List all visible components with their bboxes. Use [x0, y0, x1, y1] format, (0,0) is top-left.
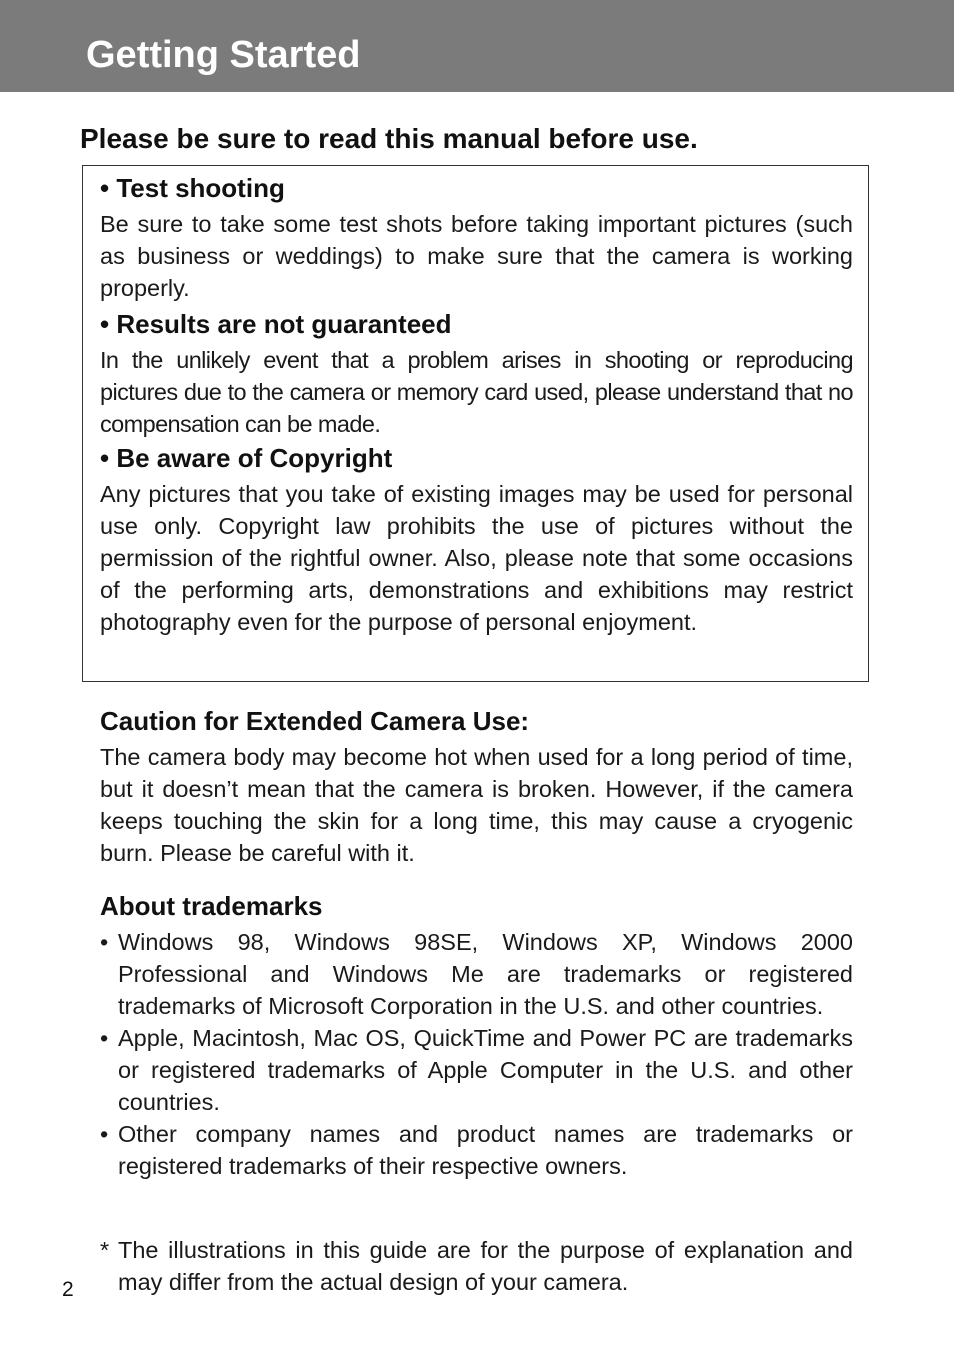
caution-section: [100, 705, 853, 869]
intro-heading: Please be sure to read this manual before use.: [80, 123, 698, 154]
trademarks-list: [100, 926, 853, 1182]
footnote-mark: *: [100, 1237, 110, 1263]
notice-item-heading: • Be aware of Copyright: [100, 443, 393, 473]
caution-heading: Caution for Extended Camera Use:: [100, 706, 530, 736]
notice-item-heading: • Test shooting: [100, 173, 285, 203]
bullet-mark: •: [100, 1121, 109, 1147]
trademarks-section: [100, 890, 853, 1182]
list-item: [100, 926, 853, 1022]
notice-item-test-shooting: [100, 172, 853, 304]
header-band: [0, 0, 954, 92]
trademarks-heading: About trademarks: [100, 891, 323, 921]
notice-item-text: In the unlikely event that a problem arises in shooting or reproducing pictures due to the camera or memory card used, please understand that no compensation can be made.: [100, 347, 853, 437]
footnote-text: The illustrations in this guide are for the purpose of explanation and may differ from the actual design of your camera.: [118, 1237, 853, 1295]
trademark-text: Windows 98, Windows 98SE, Windows XP, Windows 2000 Professional and Windows Me are trademarks or registered trademarks of Microsoft Corporation in the U.S. and other countries.: [118, 929, 853, 1019]
notice-item-results: [100, 308, 853, 440]
list-item: [100, 1118, 853, 1182]
notice-item-copyright: [100, 442, 853, 638]
list-item: [100, 1022, 853, 1118]
page-number: 2: [62, 1278, 74, 1301]
caution-text: The camera body may become hot when used for a long period of time, but it doesn’t mean that the camera is broken. However, if the camera keeps touching the skin for a long time, this may cause a cryogenic burn. Please be careful with it.: [100, 744, 853, 866]
footnote-row: [100, 1234, 853, 1298]
notice-item-heading: • Results are not guaranteed: [100, 309, 452, 339]
bullet-mark: •: [100, 1025, 109, 1051]
footnote: [100, 1234, 853, 1298]
page-title: Getting Started: [86, 34, 361, 76]
trademark-text: Apple, Macintosh, Mac OS, QuickTime and Power PC are trademarks or registered trademarks of Apple Computer in the U.S. and other countries.: [118, 1025, 853, 1115]
bullet-mark: •: [100, 929, 109, 955]
notice-item-text: Any pictures that you take of existing images may be used for personal use only. Copyright law prohibits the use of pictures without the permission of the rightful owner. Also, please note that some occasions of the performing arts, demonstrations and exhibitions may restrict photography even for the purpose of personal enjoyment.: [100, 481, 853, 635]
notice-item-text: Be sure to take some test shots before taking important pictures (such as business or weddings) to make sure that the camera is working properly.: [100, 211, 853, 301]
trademark-text: Other company names and product names are trademarks or registered trademarks of their respective owners.: [118, 1121, 853, 1179]
